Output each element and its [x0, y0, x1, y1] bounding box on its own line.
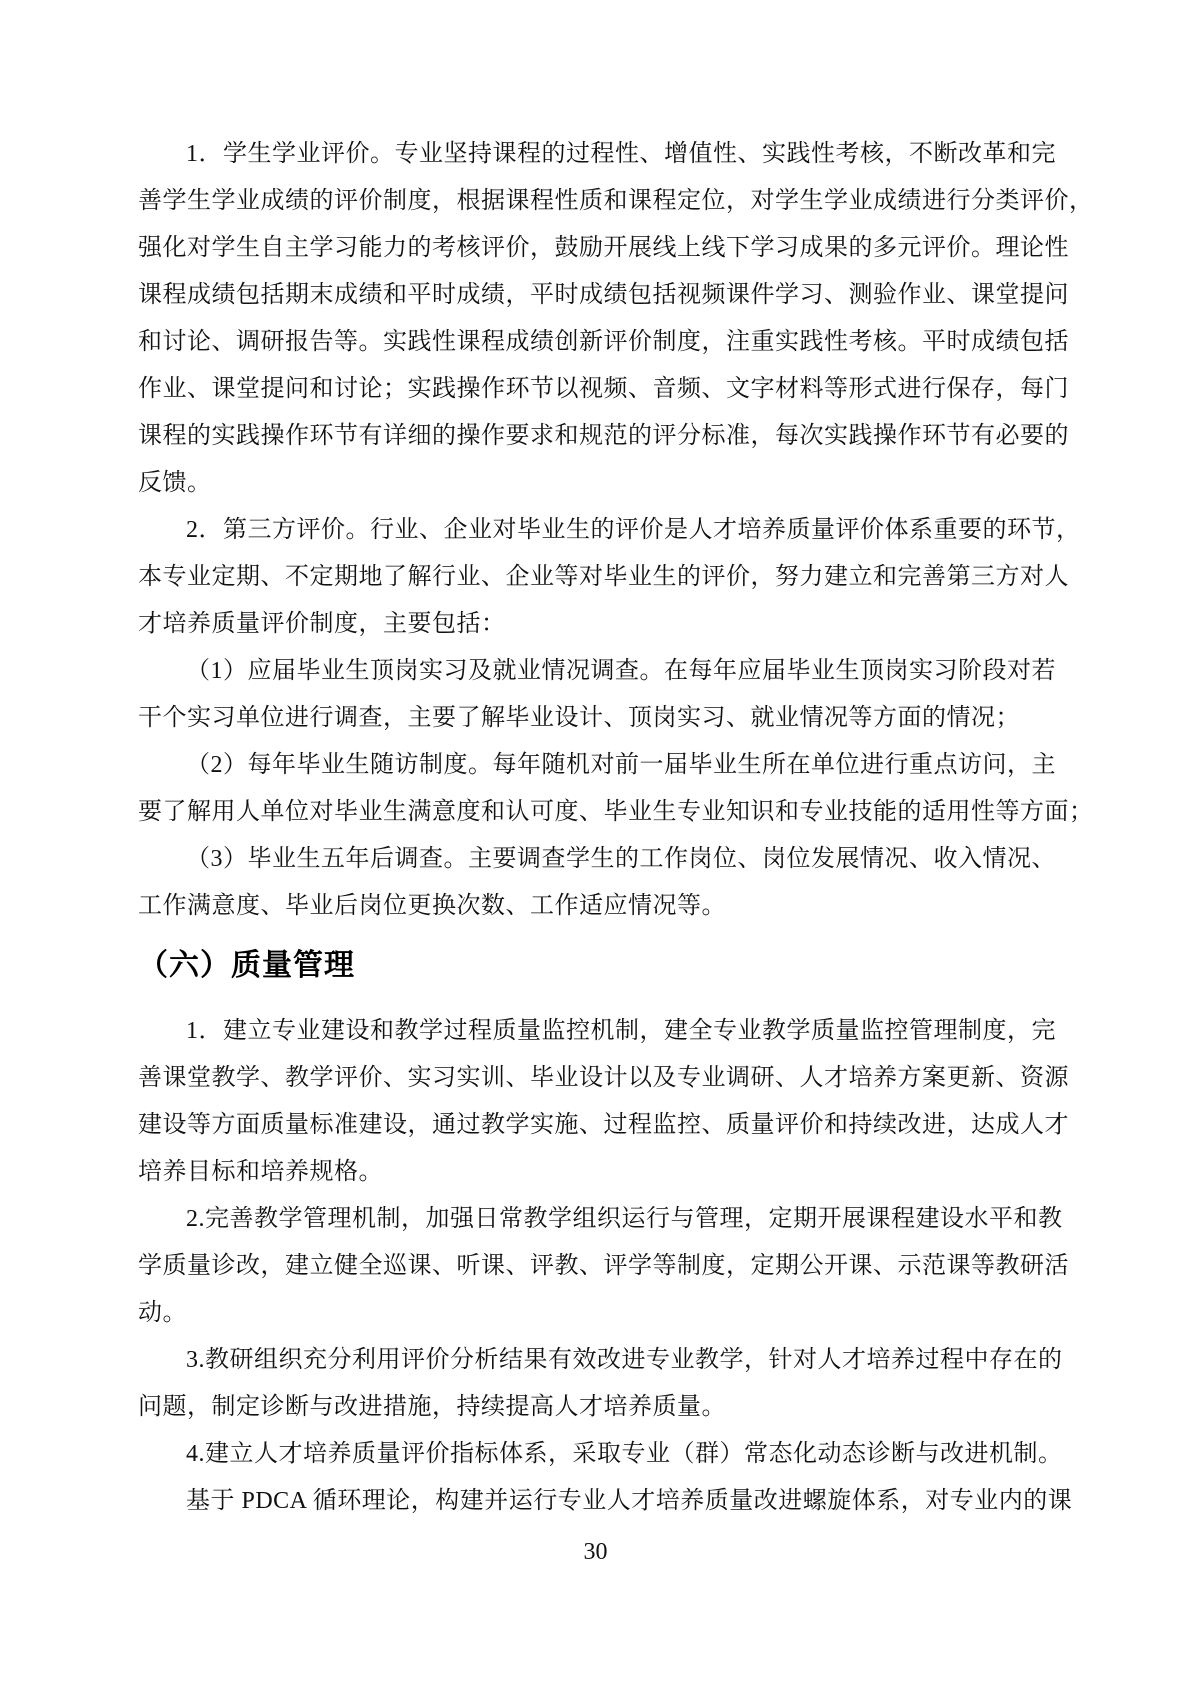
text-line: 和讨论、调研报告等。实践性课程成绩创新评价制度，注重实践性考核。平时成绩包括	[138, 329, 1069, 355]
text-line: 问题，制定诊断与改进措施，持续提高人才培养质量。	[138, 1394, 726, 1420]
text-line: 学质量诊改，建立健全巡课、听课、评教、评学等制度，定期公开课、示范课等教研活	[138, 1253, 1069, 1279]
document-content	[138, 131, 1094, 1525]
section-heading: （六）质量管理	[138, 949, 355, 982]
text-line: 基于 PDCA 循环理论，构建并运行专业人才培养质量改进螺旋体系，对专业内的课	[186, 1488, 1073, 1514]
paragraph	[138, 836, 1056, 930]
paragraph	[138, 1337, 1063, 1431]
text-line: 工作满意度、毕业后岗位更换次数、工作适应情况等。	[138, 893, 726, 919]
text-line: 才培养质量评价制度，主要包括：	[138, 611, 506, 637]
text-line: 作业、课堂提问和讨论；实践操作环节以视频、音频、文字材料等形式进行保存，每门	[138, 376, 1069, 402]
text-line: 本专业定期、不定期地了解行业、企业等对毕业生的评价，努力建立和完善第三方对人	[138, 564, 1069, 590]
text-line: 反馈。	[138, 470, 212, 496]
text-line: 1．学生学业评价。专业坚持课程的过程性、增值性、实践性考核，不断改革和完	[186, 141, 1056, 167]
text-line: 1．建立专业建设和教学过程质量监控机制，建全专业教学质量监控管理制度，完	[186, 1018, 1056, 1044]
text-line: 干个实习单位进行调查，主要了解毕业设计、顶岗实习、就业情况等方面的情况；	[138, 705, 1020, 731]
text-line: （2）每年毕业生随访制度。每年随机对前一届毕业生所在单位进行重点访问，主	[186, 752, 1056, 778]
paragraph	[138, 131, 1094, 507]
text-line: 要了解用人单位对毕业生满意度和认可度、毕业生专业知识和专业技能的适用性等方面；	[138, 799, 1094, 825]
paragraph	[138, 1431, 1073, 1525]
paragraph	[138, 507, 1081, 648]
text-line: （3）毕业生五年后调查。主要调查学生的工作岗位、岗位发展情况、收入情况、	[186, 846, 1056, 872]
paragraph	[138, 742, 1094, 836]
text-line: 课程的实践操作环节有详细的操作要求和规范的评分标准，每次实践操作环节有必要的	[138, 423, 1069, 449]
text-line: 建设等方面质量标准建设，通过教学实施、过程监控、质量评价和持续改进，达成人才	[138, 1112, 1069, 1138]
text-line: 动。	[138, 1300, 187, 1326]
text-line: 善学生学业成绩的评价制度，根据课程性质和课程定位，对学生学业成绩进行分类评价，	[138, 188, 1094, 214]
text-line: 课程成绩包括期末成绩和平时成绩，平时成绩包括视频课件学习、测验作业、课堂提问	[138, 282, 1069, 308]
page-number: 30	[583, 1539, 608, 1565]
text-line: 善课堂教学、教学评价、实习实训、毕业设计以及专业调研、人才培养方案更新、资源	[138, 1065, 1069, 1091]
text-line: （1）应届毕业生顶岗实习及就业情况调查。在每年应届毕业生顶岗实习阶段对若	[186, 658, 1056, 684]
text-line: 培养目标和培养规格。	[138, 1159, 383, 1185]
text-line: 2.完善教学管理机制，加强日常教学组织运行与管理，定期开展课程建设水平和教	[186, 1206, 1063, 1232]
paragraph	[138, 1196, 1069, 1337]
paragraph	[138, 648, 1056, 742]
text-line: 2．第三方评价。行业、企业对毕业生的评价是人才培养质量评价体系重要的环节，	[186, 517, 1081, 543]
text-line: 4.建立人才培养质量评价指标体系，采取专业（群）常态化动态诊断与改进机制。	[186, 1441, 1063, 1467]
text-line: 强化对学生自主学习能力的考核评价，鼓励开展线上线下学习成果的多元评价。理论性	[138, 235, 1069, 261]
text-line: 3.教研组织充分利用评价分析结果有效改进专业教学，针对人才培养过程中存在的	[186, 1347, 1063, 1373]
paragraph	[138, 1008, 1069, 1196]
